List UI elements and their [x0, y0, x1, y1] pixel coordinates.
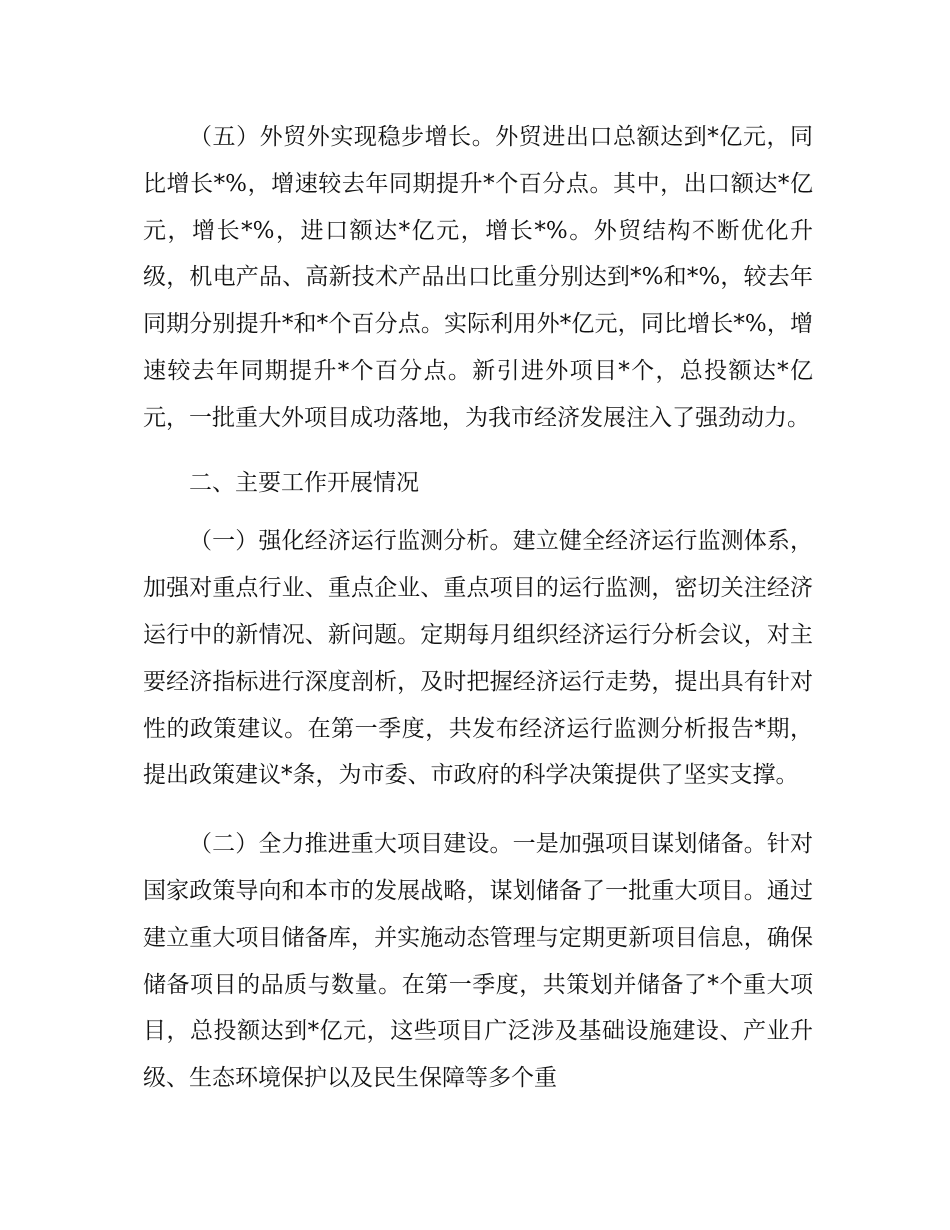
paragraph-economic-monitoring: （一）强化经济运行监测分析。建立健全经济运行监测体系，加强对重点行业、重点企业、重点项目的运行监测，密切关注经济运行中的新情况、新问题。定期每月组织经济运行分析会议，对主要经济指标进行深度剖析，及时把握经济运行走势，提出具有针对性的政策建议。在第一季度，共发布经济运行监测分析报告*期，提出政策建议*条，为市委、市政府的科学决策提供了坚实支撑。: [143, 528, 813, 789]
section-heading-main-work: 二、主要工作开展情况: [189, 469, 419, 496]
document-body: [143, 114, 813, 1102]
paragraph-major-projects: （二）全力推进重大项目建设。一是加强项目谋划储备。针对国家政策导向和本市的发展战略，谋划储备了一批重大项目。通过建立重大项目储备库，并实施动态管理与定期更新项目信息，确保储备项目的品质与数量。在第一季度，共策划并储备了*个重大项目，总投额达到*亿元，这些项目广泛涉及基础设施建设、产业升级、生态环境保护以及民生保障等多个重: [143, 831, 813, 1092]
paragraph-foreign-trade: （五）外贸外实现稳步增长。外贸进出口总额达到*亿元，同比增长*%，增速较去年同期提升*个百分点。其中，出口额达*亿元，增长*%，进口额达*亿元，增长*%。外贸结构不断优化升级，机电产品、高新技术产品出口比重分别达到*%和*%，较去年同期分别提升*和*个百分点。实际利用外*亿元，同比增长*%，增速较去年同期提升*个百分点。新引进外项目*个，总投额达*亿元，一批重大外项目成功落地，为我市经济发展注入了强劲动力。: [143, 124, 813, 431]
